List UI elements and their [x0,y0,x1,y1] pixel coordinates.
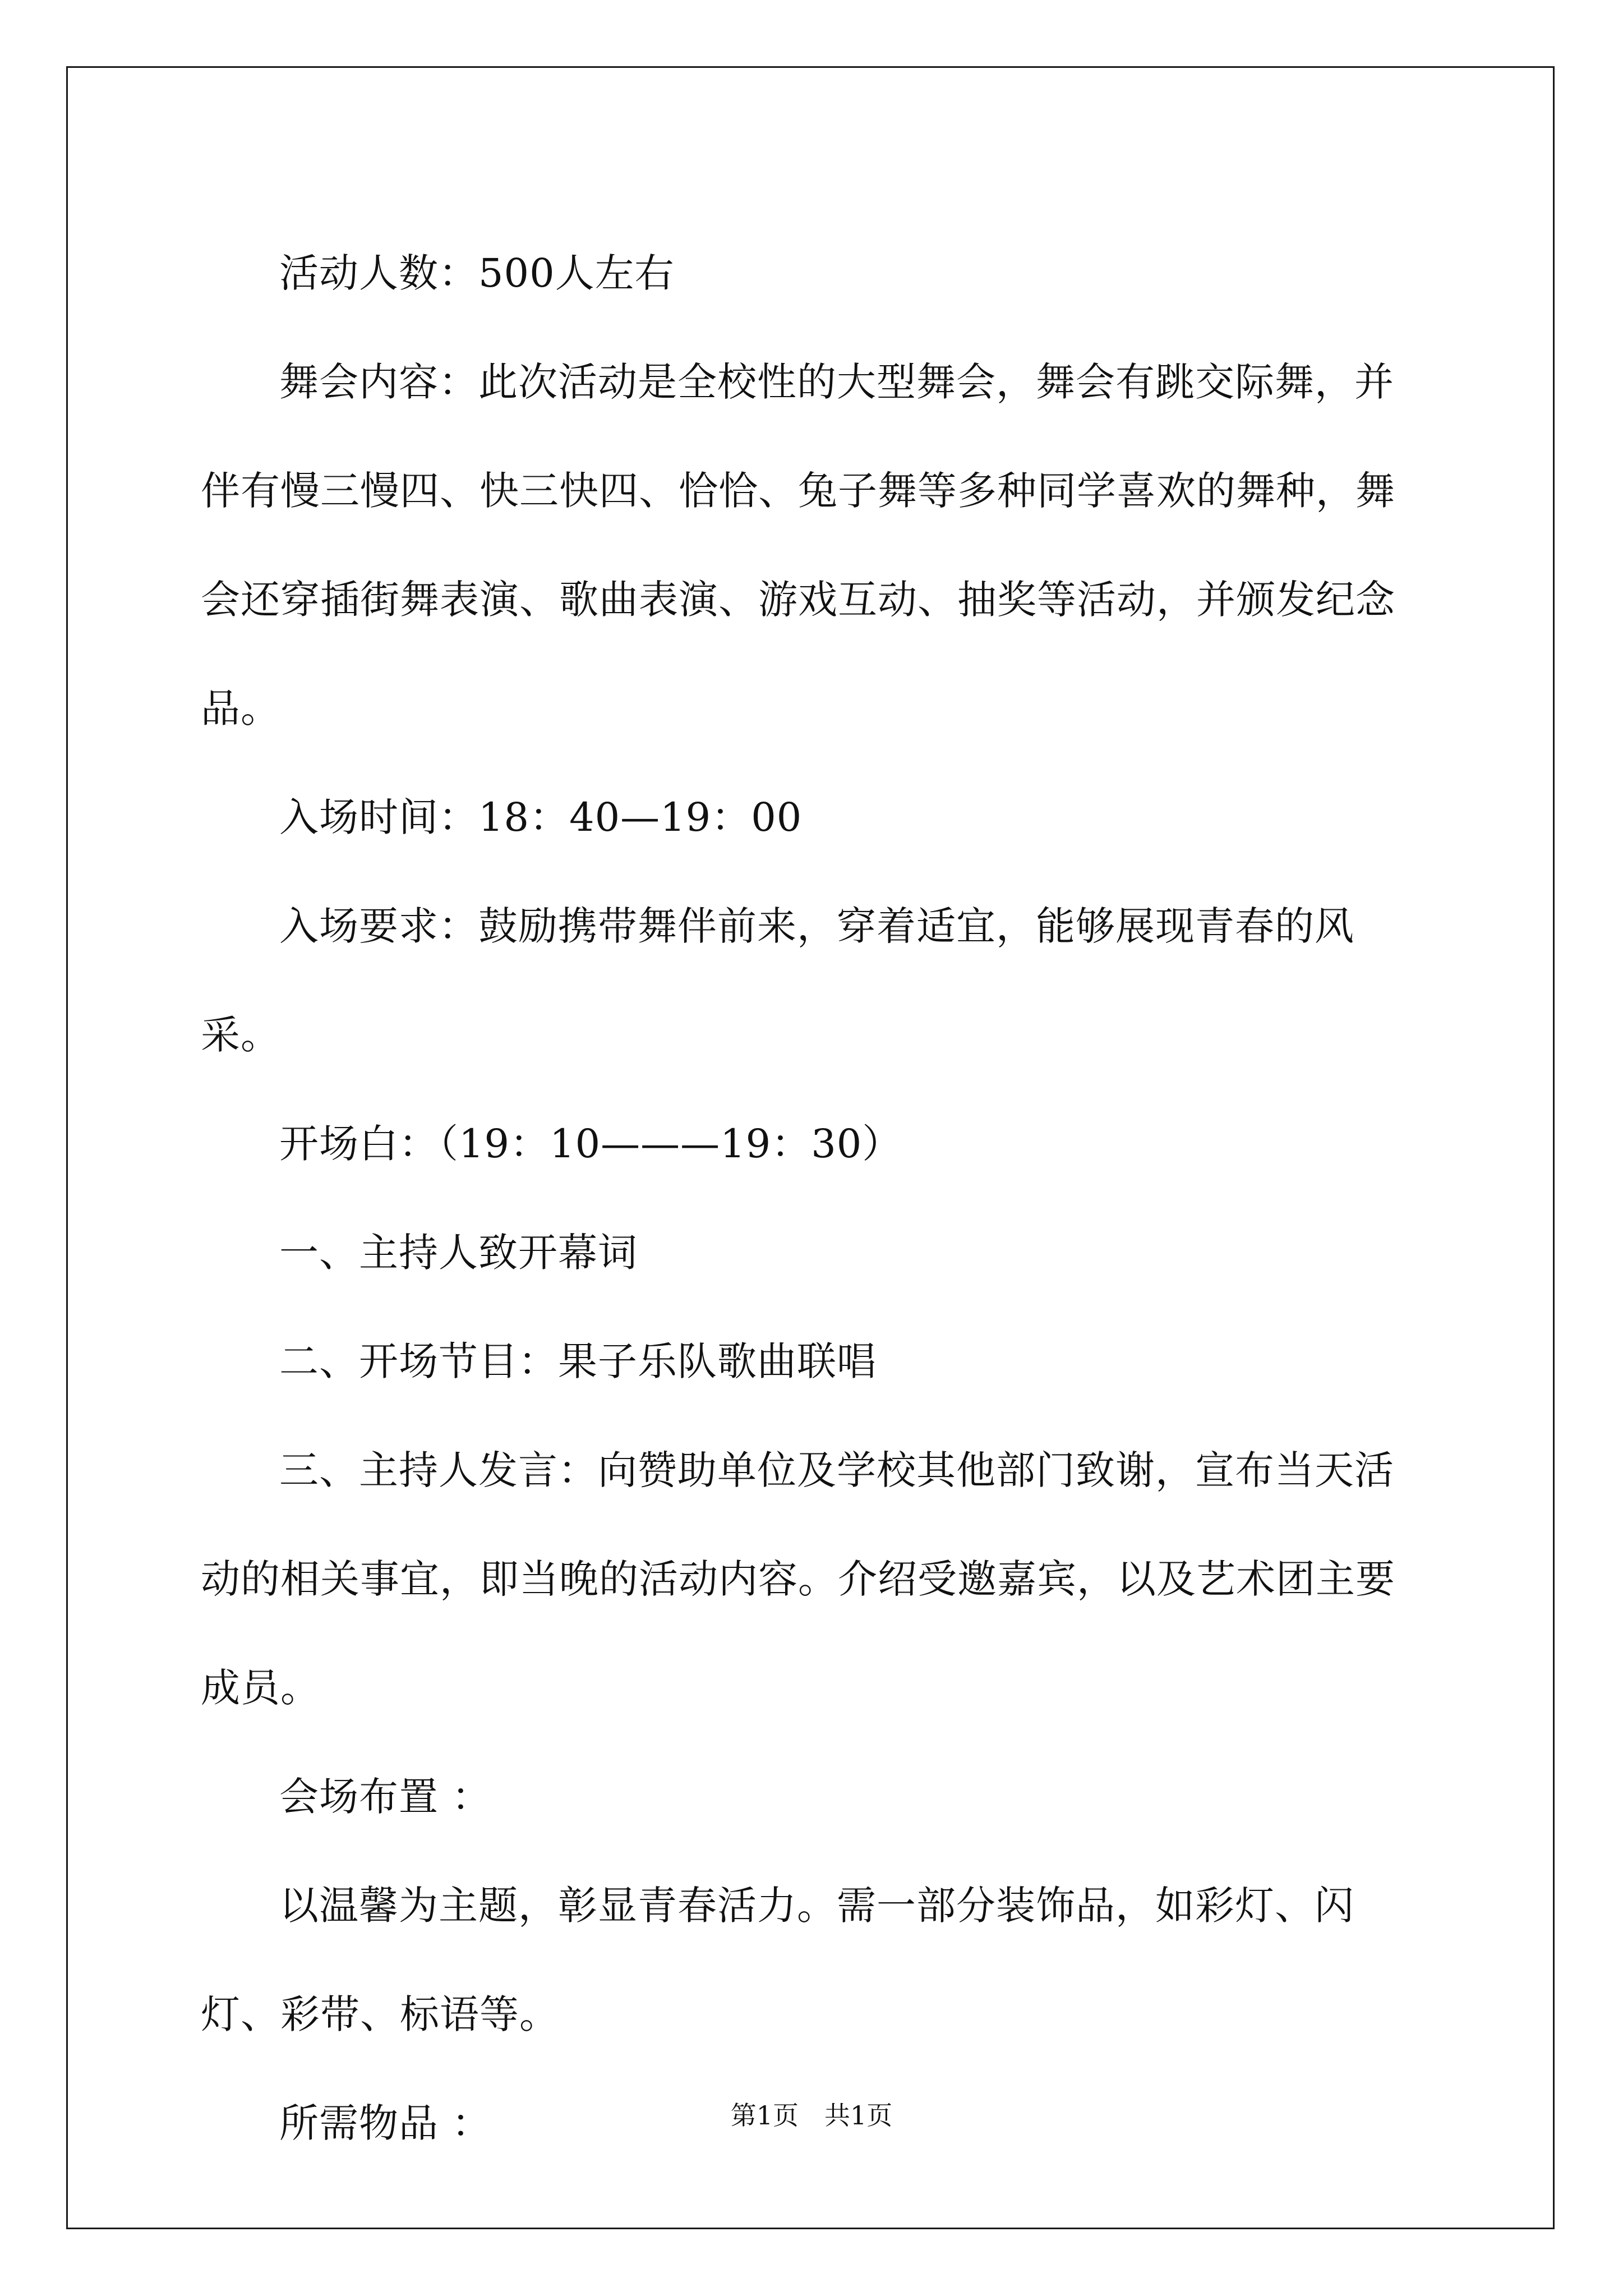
paragraph-participants: 活动人数：500人左右 [279,250,675,296]
paragraph-entry-requirements: 入场要求：鼓励携带舞伴前来，穿着适宜，能够展现青春的风采。 [201,903,1354,1058]
paragraph-venue-details: 以温馨为主题，彰显青春活力。需一部分装饰品，如彩灯、闪灯、彩带、标语等。 [201,1883,1354,2037]
paragraph-dance-content: 舞会内容：此次活动是全校性的大型舞会，舞会有跳交际舞，并伴有慢三慢四、快三快四、恰恰、兔子舞等多种同学喜欢的舞种，舞会还穿插街舞表演、歌曲表演、游戏互动、抽奖等活动，并颁发纪念品。 [201,359,1395,731]
page-footer: 第1页 共1页 [730,2100,893,2131]
paragraph-supplies-heading: 所需物品 ： [279,2100,492,2146]
paragraph-item-three: 三、主持人发言：向赞助单位及学校其他部门致谢，宣布当天活动的相关事宜，即当晚的活动内容。介绍受邀嘉宾，以及艺术团主要成员。 [201,1447,1395,1711]
paragraph-venue-heading: 会场布置 ： [279,1774,492,1820]
paragraph-item-one: 一、主持人致开幕词 [279,1230,638,1276]
document-body [201,219,1429,2178]
paragraph-opening: 开场白：（19：10———19：30） [279,1121,902,1167]
paragraph-item-two: 二、开场节目：果子乐队歌曲联唱 [279,1338,877,1384]
paragraph-entry-time: 入场时间：18：40—19：00 [279,794,803,840]
